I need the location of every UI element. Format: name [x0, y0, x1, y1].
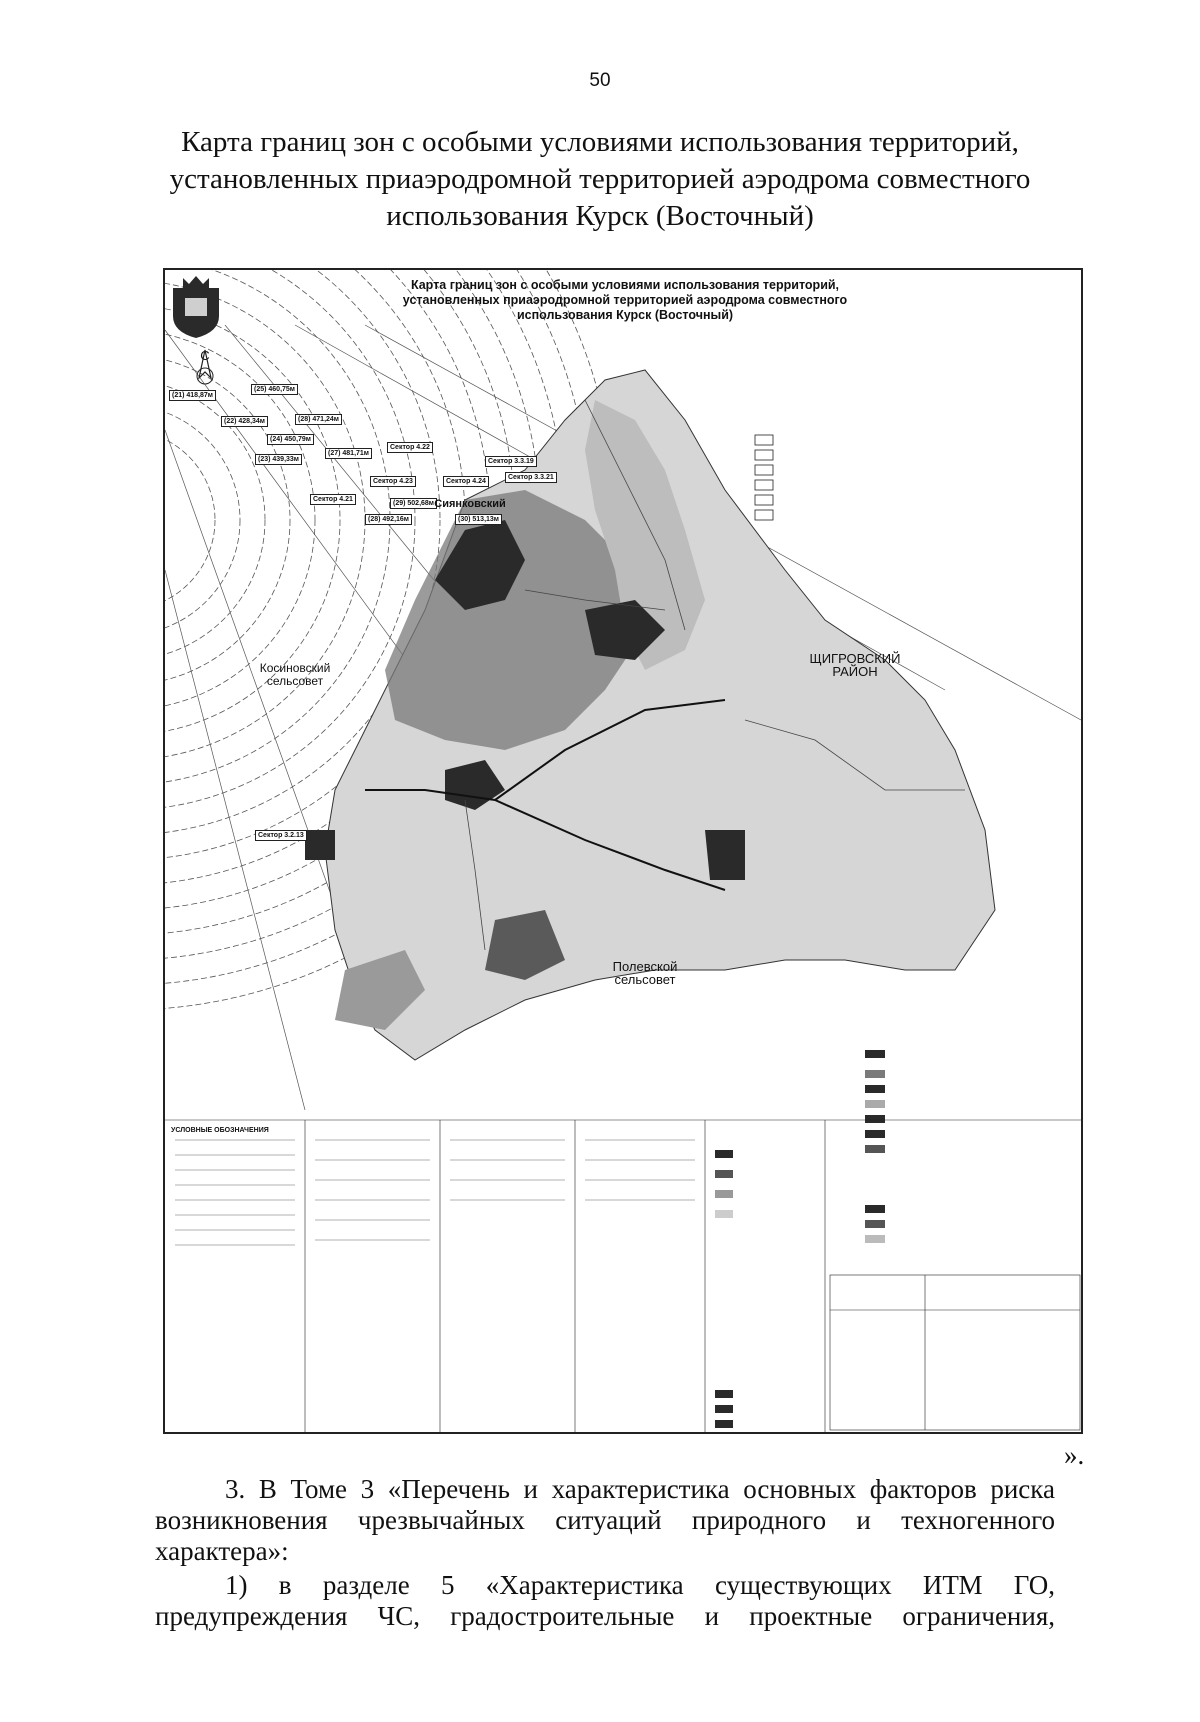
- closing-quote: ».: [1064, 1440, 1085, 1470]
- legend-bottom: [165, 1120, 1081, 1432]
- paragraph-line: предупреждения ЧС, градостроительные и проектные ограничения,: [155, 1601, 1055, 1631]
- legend-swatches: [715, 1150, 733, 1428]
- map-title-line-2: установленных приаэродромной территорией аэродрома совместного: [402, 293, 848, 307]
- map-title-line-1: Карта границ зон с особыми условиями использования территорий,: [410, 278, 840, 292]
- height-label: (21) 418,87м: [169, 390, 216, 401]
- council-label: Косиновский сельсовет: [259, 661, 331, 688]
- paragraph-line: 3. В Томе 3 «Перечень и характеристика основных факторов риска: [225, 1474, 1055, 1504]
- sector-label: Сектор 3.3.21: [505, 472, 557, 483]
- height-label: (28) 492,16м: [365, 514, 412, 525]
- height-label: (29) 502,68м: [390, 498, 437, 509]
- paragraph-line: возникновения чрезвычайных ситуаций природного и техногенного: [155, 1505, 1055, 1535]
- paragraph-line: характера»:: [155, 1536, 289, 1566]
- sector-label: Сектор 4.24: [443, 476, 489, 487]
- coat-of-arms-icon: [165, 270, 227, 340]
- title-line-3: использования Курск (Восточный): [386, 200, 814, 232]
- paragraph-subitem-1: [155, 1570, 1055, 1632]
- height-label: (27) 481,71м: [325, 448, 372, 459]
- sector-label: Сектор 4.21: [310, 494, 356, 505]
- height-label: (25) 460,75м: [251, 384, 298, 395]
- sector-label: Сектор 3.3.19: [485, 456, 537, 467]
- compass-icon: [185, 348, 225, 388]
- map-title-line-3: использования Курск (Восточный): [516, 308, 734, 322]
- legend-bottom-lines: [175, 1140, 695, 1245]
- district-label: ЩИГРОВСКИЙ РАЙОН: [809, 651, 901, 679]
- page-number: 50: [589, 70, 611, 91]
- territory-shape: [305, 370, 995, 1060]
- council-label: Полевской сельсовет: [612, 959, 678, 987]
- north-label: С: [200, 348, 210, 363]
- sector-label: Сектор 3.2.13: [255, 830, 307, 841]
- sector-label: Сектор 4.22: [387, 442, 433, 453]
- sector-label: Сектор 4.23: [370, 476, 416, 487]
- title-line-2: установленных приаэродромной территорией аэродрома совместного: [169, 163, 1031, 195]
- map-title: [285, 278, 965, 323]
- legend-title: УСЛОВНЫЕ ОБОЗНАЧЕНИЯ: [171, 1127, 269, 1134]
- height-label: (30) 513,13м: [455, 514, 502, 525]
- height-label: (22) 428,34м: [221, 416, 268, 427]
- height-label: (28) 471,24м: [295, 414, 342, 425]
- legend-right-column: [865, 1050, 885, 1243]
- zone-map: [163, 268, 1083, 1434]
- height-label: (24) 450,79м: [267, 434, 314, 445]
- paragraph-line: 1) в разделе 5 «Характеристика существующих ИТМ ГО,: [225, 1570, 1055, 1600]
- paragraph-item-3: [155, 1474, 1055, 1567]
- village-label: Сиянковский: [434, 498, 506, 510]
- document-title: [150, 124, 1050, 235]
- title-line-1: Карта границ зон с особыми условиями использования территорий,: [181, 126, 1019, 158]
- height-label: (23) 439,33м: [255, 454, 302, 465]
- legend-top-right: [755, 435, 773, 520]
